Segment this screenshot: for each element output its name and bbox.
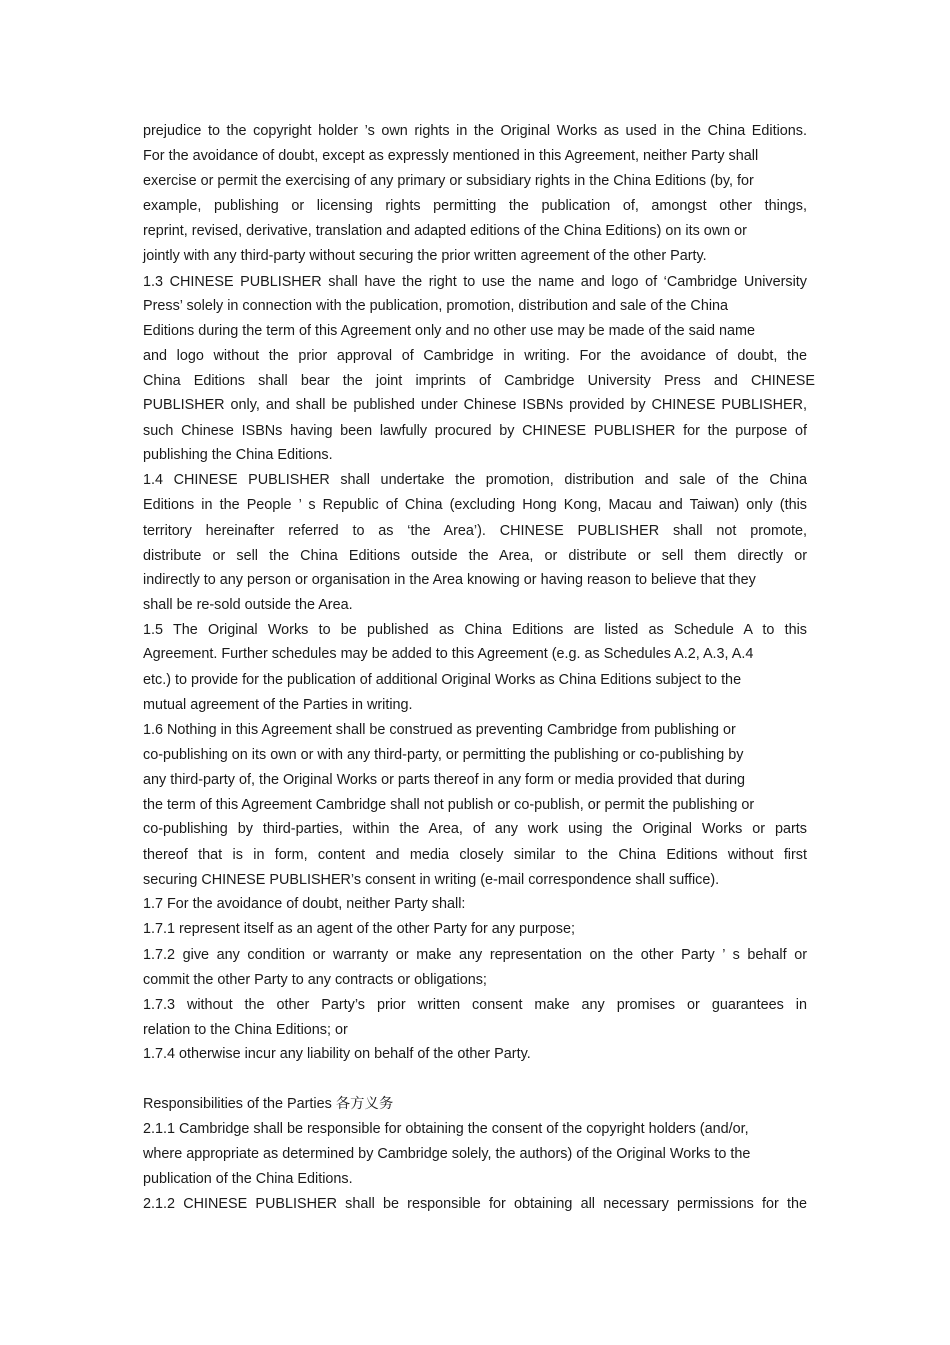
text-line: publication of the China Editions. xyxy=(143,1171,353,1187)
text-line: co-publishing by third-parties, within the Area, of any work using the Original Works or parts xyxy=(143,821,807,837)
text-line: Agreement. Further schedules may be added to this Agreement (e.g. as Schedules A.2, A.3, A.4 xyxy=(143,646,754,662)
text-line: commit the other Party to any contracts or obligations; xyxy=(143,972,487,988)
text-line: exercise or permit the exercising of any primary or subsidiary rights in the China Editions (by, for xyxy=(143,173,754,189)
text-line: 1.7.1 represent itself as an agent of the other Party for any purpose; xyxy=(143,921,575,937)
text-line: 1.3 CHINESE PUBLISHER shall have the right to use the name and logo of ‘Cambridge University xyxy=(143,274,807,290)
text-line: 1.7 For the avoidance of doubt, neither Party shall: xyxy=(143,896,466,912)
text-line: 1.5 The Original Works to be published as China Editions are listed as Schedule A to this xyxy=(143,622,807,638)
text-line: China Editions shall bear the joint imprints of Cambridge University Press and CHINESE xyxy=(143,373,815,389)
text-line: 2.1.2 CHINESE PUBLISHER shall be responsible for obtaining all necessary permissions for the xyxy=(143,1196,807,1212)
text-line: reprint, revised, derivative, translation and adapted editions of the China Editions) on its own or xyxy=(143,223,747,239)
text-line: 1.7.2 give any condition or warranty or make any representation on the other Party ’ s behalf or xyxy=(143,947,807,963)
text-line: securing CHINESE PUBLISHER’s consent in writing (e-mail correspondence shall suffice). xyxy=(143,872,720,888)
text-line: thereof that is in form, content and media closely similar to the China Editions without first xyxy=(143,847,807,863)
text-line: jointly with any third-party without securing the prior written agreement of the other Party. xyxy=(143,248,707,264)
text-line: distribute or sell the China Editions outside the Area, or distribute or sell them directly or xyxy=(143,548,807,564)
text-line: and logo without the prior approval of Cambridge in writing. For the avoidance of doubt, the xyxy=(143,348,807,364)
text-line: example, publishing or licensing rights permitting the publication of, amongst other things, xyxy=(143,198,807,214)
text-line: where appropriate as determined by Cambridge solely, the authors) of the Original Works to the xyxy=(143,1146,751,1162)
text-line: co-publishing on its own or with any third-party, or permitting the publishing or co-publishing by xyxy=(143,747,744,763)
text-line: the term of this Agreement Cambridge shall not publish or co-publish, or permit the publishing or xyxy=(143,797,755,813)
text-line: Press’ solely in connection with the publication, promotion, distribution and sale of the China xyxy=(143,298,729,314)
text-line: such Chinese ISBNs having been lawfully procured by CHINESE PUBLISHER for the purpose of xyxy=(143,423,807,439)
text-line: mutual agreement of the Parties in writing. xyxy=(143,697,413,713)
text-line: 1.6 Nothing in this Agreement shall be construed as preventing Cambridge from publishing or xyxy=(143,722,736,738)
text-line: any third-party of, the Original Works or parts thereof in any form or media provided that during xyxy=(143,772,746,788)
text-line: shall be re-sold outside the Area. xyxy=(143,597,353,613)
text-line: publishing the China Editions. xyxy=(143,447,333,463)
text-line: relation to the China Editions; or xyxy=(143,1022,348,1038)
text-line: 1.7.4 otherwise incur any liability on behalf of the other Party. xyxy=(143,1046,531,1062)
text-line: indirectly to any person or organisation in the Area knowing or having reason to believe that they xyxy=(143,572,756,588)
text-line: prejudice to the copyright holder ’s own rights in the Original Works as used in the China Editions. xyxy=(143,123,807,139)
text-line: Editions in the People ’ s Republic of China (excluding Hong Kong, Macau and Taiwan) only (this xyxy=(143,497,807,513)
text-line: For the avoidance of doubt, except as expressly mentioned in this Agreement, neither Party shall xyxy=(143,148,759,164)
text-line: PUBLISHER only, and shall be published under Chinese ISBNs provided by CHINESE PUBLISHER, xyxy=(143,397,807,413)
text-line: 1.4 CHINESE PUBLISHER shall undertake the promotion, distribution and sale of the China xyxy=(143,472,807,488)
text-line: Editions during the term of this Agreement only and no other use may be made of the said name xyxy=(143,323,755,339)
text-line: territory hereinafter referred to as ‘the Area’). CHINESE PUBLISHER shall not promote, xyxy=(143,523,807,539)
text-line: 2.1.1 Cambridge shall be responsible for obtaining the consent of the copyright holders (and/or, xyxy=(143,1121,749,1137)
text-line: etc.) to provide for the publication of additional Original Works as China Editions subject to the xyxy=(143,672,742,688)
section-heading: Responsibilities of the Parties 各方义务 xyxy=(143,1096,394,1112)
text-line: 1.7.3 without the other Party’s prior written consent make any promises or guarantees in xyxy=(143,997,807,1013)
